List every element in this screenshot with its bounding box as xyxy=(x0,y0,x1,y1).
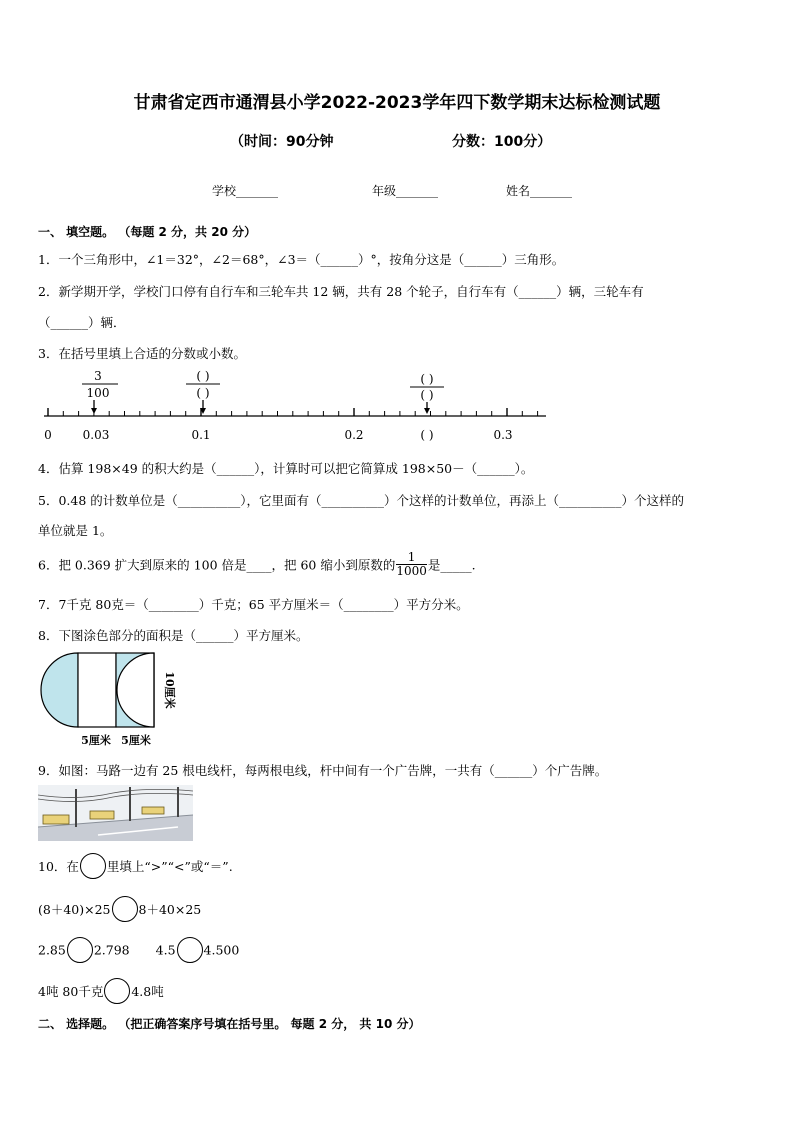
row2-b: 2.798 xyxy=(93,942,130,958)
nl-label-0: 0 xyxy=(44,428,52,442)
road-billboard-picture xyxy=(38,785,193,841)
question-2: 2．新学期开学，学校门口停有自行车和三轮车共 12 辆，共有 28 个轮子，自行车有（______）辆，三轮车有 xyxy=(38,284,644,299)
nl-label-blank: ( ) xyxy=(420,428,434,442)
question-6-part-a: 6．把 0.369 扩大到原来的 100 倍是____，把 60 缩小到原数的 xyxy=(38,557,396,573)
fraction-1-1000 xyxy=(396,551,427,578)
question-7: 7．7千克 80克＝（________）千克；65 平方厘米＝（________）平方分米。 xyxy=(38,597,469,612)
row2-c: 4.5 xyxy=(155,942,176,958)
height-label: 10厘米 xyxy=(163,671,176,709)
fraction-denominator: 1000 xyxy=(396,564,427,578)
section-2-heading: 二、 选择题。 （把正确答案序号填在括号里。 每题 2 分， 共 10 分） xyxy=(38,1017,421,1031)
question-3: 3．在括号里填上合适的分数或小数。 xyxy=(38,346,246,361)
exam-time: （时间：90分钟 xyxy=(230,134,334,150)
question-4: 4．估算 198×49 的积大约是（______），计算时可以把它简算成 198×50－（______）。 xyxy=(38,461,534,476)
blank-bottom-1: ( ) xyxy=(196,386,210,400)
compare-circle-3[interactable] xyxy=(177,937,203,963)
question-6-part-b: 是_____. xyxy=(427,557,476,573)
blank-bottom-2: ( ) xyxy=(420,388,434,402)
question-5-cont: 单位就是 1。 xyxy=(38,523,113,538)
question-5: 5．0.48 的计数单位是（__________），它里面有（__________）个这样的计数单位，再添上（__________）个这样的 xyxy=(38,493,685,508)
name-field: 姓名_______ xyxy=(506,184,573,198)
nl-label-03: 0.3 xyxy=(493,428,513,442)
school-field: 学校_______ xyxy=(212,184,279,198)
question-6 xyxy=(38,551,476,578)
row3-left: 4吨 80千克 xyxy=(38,984,104,999)
question-8: 8．下图涂色部分的面积是（______）平方厘米。 xyxy=(38,628,309,643)
nl-label-02: 0.2 xyxy=(344,428,364,442)
grade-field: 年级_______ xyxy=(372,184,439,198)
compare-circle-1[interactable] xyxy=(112,896,138,922)
question-9: 9．如图：马路一边有 25 根电线杆，每两根电线，杆中间有一个广告牌，一共有（______）个广告牌。 xyxy=(38,763,608,778)
fraction-numerator: 1 xyxy=(396,551,427,565)
fraction-denominator: 100 xyxy=(86,386,110,400)
question-10 xyxy=(38,853,233,879)
exam-score: 分数：100分） xyxy=(452,134,552,150)
shaded-area-figure xyxy=(38,650,178,750)
fraction-numerator: 3 xyxy=(94,369,102,383)
left-semicircle xyxy=(41,653,78,727)
row1-left: (8＋40)×25 xyxy=(38,902,111,917)
blank-top-1: ( ) xyxy=(196,369,210,383)
question-1: 1．一个三角形中，∠1＝32°，∠2＝68°，∠3＝（______）°，按角分这是（______）三角形。 xyxy=(38,252,565,267)
question-2-cont: （______）辆． xyxy=(38,315,126,330)
row2-a: 2.85 xyxy=(38,942,66,958)
section-1-heading: 一、 填空题。 （每题 2 分，共 20 分） xyxy=(38,225,257,239)
page-title: 甘肃省定西市通渭县小学2022-2023学年四下数学期末达标检测试题 xyxy=(133,93,661,113)
compare-row-2 xyxy=(38,937,239,963)
question-10-part-a: 10．在 xyxy=(38,859,79,874)
compare-row-3 xyxy=(38,978,164,1004)
left-width-label: 5厘米 xyxy=(81,734,111,747)
blank-top-2: ( ) xyxy=(420,372,434,386)
row1-right: 8＋40×25 xyxy=(138,902,202,917)
number-line-figure xyxy=(36,366,556,446)
compare-circle-example xyxy=(80,853,106,879)
nl-label-003: 0.03 xyxy=(82,428,110,442)
row3-right: 4.8吨 xyxy=(131,984,164,999)
row2-d: 4.500 xyxy=(203,942,240,958)
compare-circle-2[interactable] xyxy=(67,937,93,963)
nl-label-01: 0.1 xyxy=(191,428,211,442)
compare-row-1 xyxy=(38,896,201,922)
right-width-label: 5厘米 xyxy=(121,734,151,747)
compare-circle-4[interactable] xyxy=(104,978,130,1004)
question-10-part-b: 里填上“>”“<”或“＝”. xyxy=(106,859,233,874)
